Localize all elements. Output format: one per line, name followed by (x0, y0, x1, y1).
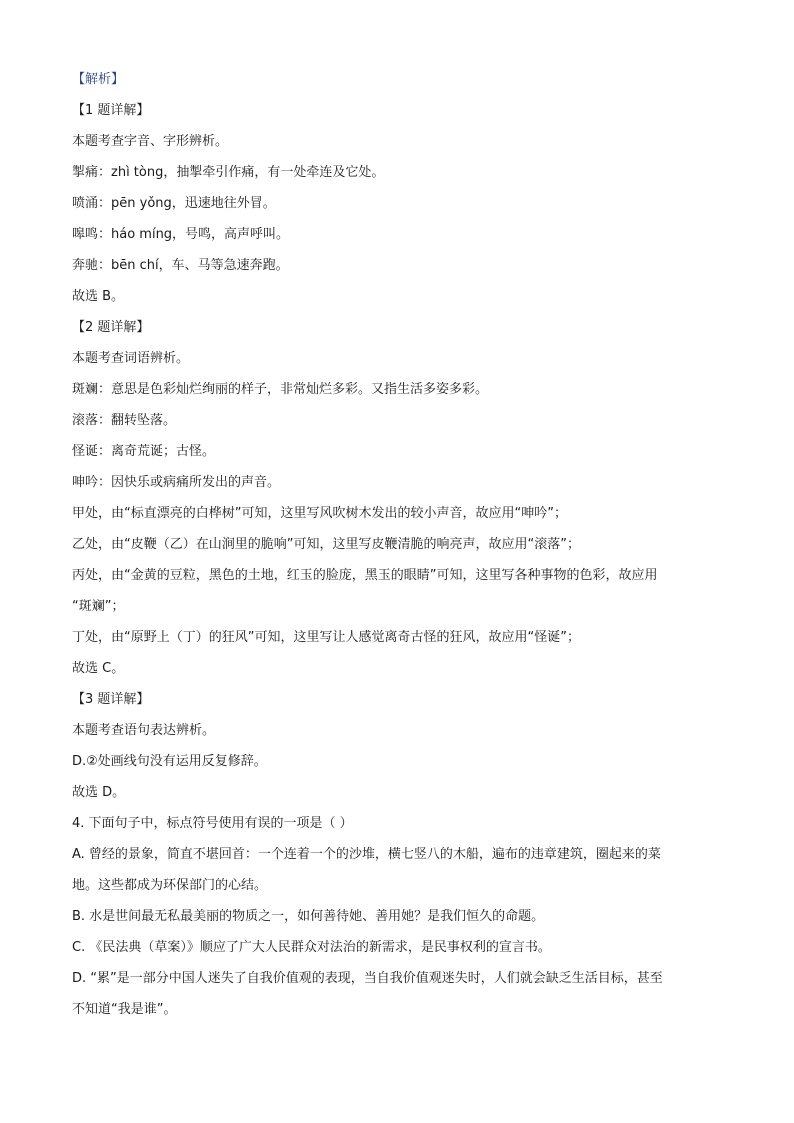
q2-intro: 本题考查词语辨析。 (72, 351, 190, 366)
document-content (72, 64, 724, 1025)
q2-line: 乙处，由“皮鞭（乙）在山涧里的脆响”可知，这里写皮鞭清脆的响亮声，故应用“滚落”； (72, 537, 580, 552)
q4-option: A. 曾经的景象，简直不堪回首：一个连着一个的沙堆，横七竖八的木船，遍布的违章建筑，圈起来的菜 (72, 847, 661, 862)
q2-line: 呻吟：因快乐或病痛所发出的声音。 (72, 475, 281, 490)
q4-option: B. 水是世间最无私最美丽的物质之一，如何善待她、善用她？是我们恒久的命题。 (72, 909, 545, 924)
q4-option: 地。这些都成为环保部门的心结。 (72, 878, 268, 893)
q2-line: 丙处，由“金黄的豆粒，黑色的土地，红玉的脸庞，黑玉的眼睛”可知，这里写各种事物的色彩，故应用 (72, 568, 658, 583)
q4-stem: 4. 下面句子中，标点符号使用有误的一项是（ ） (72, 816, 353, 831)
q1-line: 喷涌：pēn yǒng，迅速地往外冒。 (72, 196, 276, 211)
q1-answer: 故选 B。 (72, 289, 125, 304)
q1-heading: 【1 题详解】 (72, 103, 150, 118)
q2-line: “斑斓”； (72, 599, 125, 614)
q2-answer: 故选 C。 (72, 661, 125, 676)
analysis-heading: 【解析】 (72, 72, 125, 87)
q2-line: 斑斓：意思是色彩灿烂绚丽的样子，非常灿烂多彩。又指生活多姿多彩。 (72, 382, 489, 397)
q3-intro: 本题考查语句表达辨析。 (72, 723, 216, 738)
q3-heading: 【3 题详解】 (72, 692, 150, 707)
q1-line: 奔驰：bēn chí，车、马等急速奔跑。 (72, 258, 289, 273)
q1-line: 嗥鸣：háo míng，号鸣，高声呼叫。 (72, 227, 290, 242)
q2-line: 滚落：翻转坠落。 (72, 413, 177, 428)
q2-line: 怪诞：离奇荒诞；古怪。 (72, 444, 216, 459)
q3-line: D.②处画线句没有运用反复修辞。 (72, 754, 267, 769)
q3-answer: 故选 D。 (72, 785, 126, 800)
q4-option: D. “累”是一部分中国人迷失了自我价值观的表现，当自我价值观迷失时，人们就会缺乏生活目标，甚至 (72, 971, 663, 986)
q4-option: 不知道“我是谁”。 (72, 1002, 177, 1017)
q2-line: 丁处，由“原野上（丁）的狂风”可知，这里写让人感觉离奇古怪的狂风，故应用“怪诞”； (72, 630, 580, 645)
q1-intro: 本题考查字音、字形辨析。 (72, 134, 229, 149)
q4-option: C. 《民法典（草案）》顺应了广大人民群众对法治的新需求，是民事权利的宣言书。 (72, 940, 551, 955)
q1-line: 掣痛：zhì tòng，抽掣牵引作痛，有一处牵连及它处。 (72, 165, 385, 180)
q2-heading: 【2 题详解】 (72, 320, 150, 335)
q2-line: 甲处，由“标直漂亮的白桦树”可知，这里写风吹树木发出的较小声音，故应用“呻吟”； (72, 506, 567, 521)
